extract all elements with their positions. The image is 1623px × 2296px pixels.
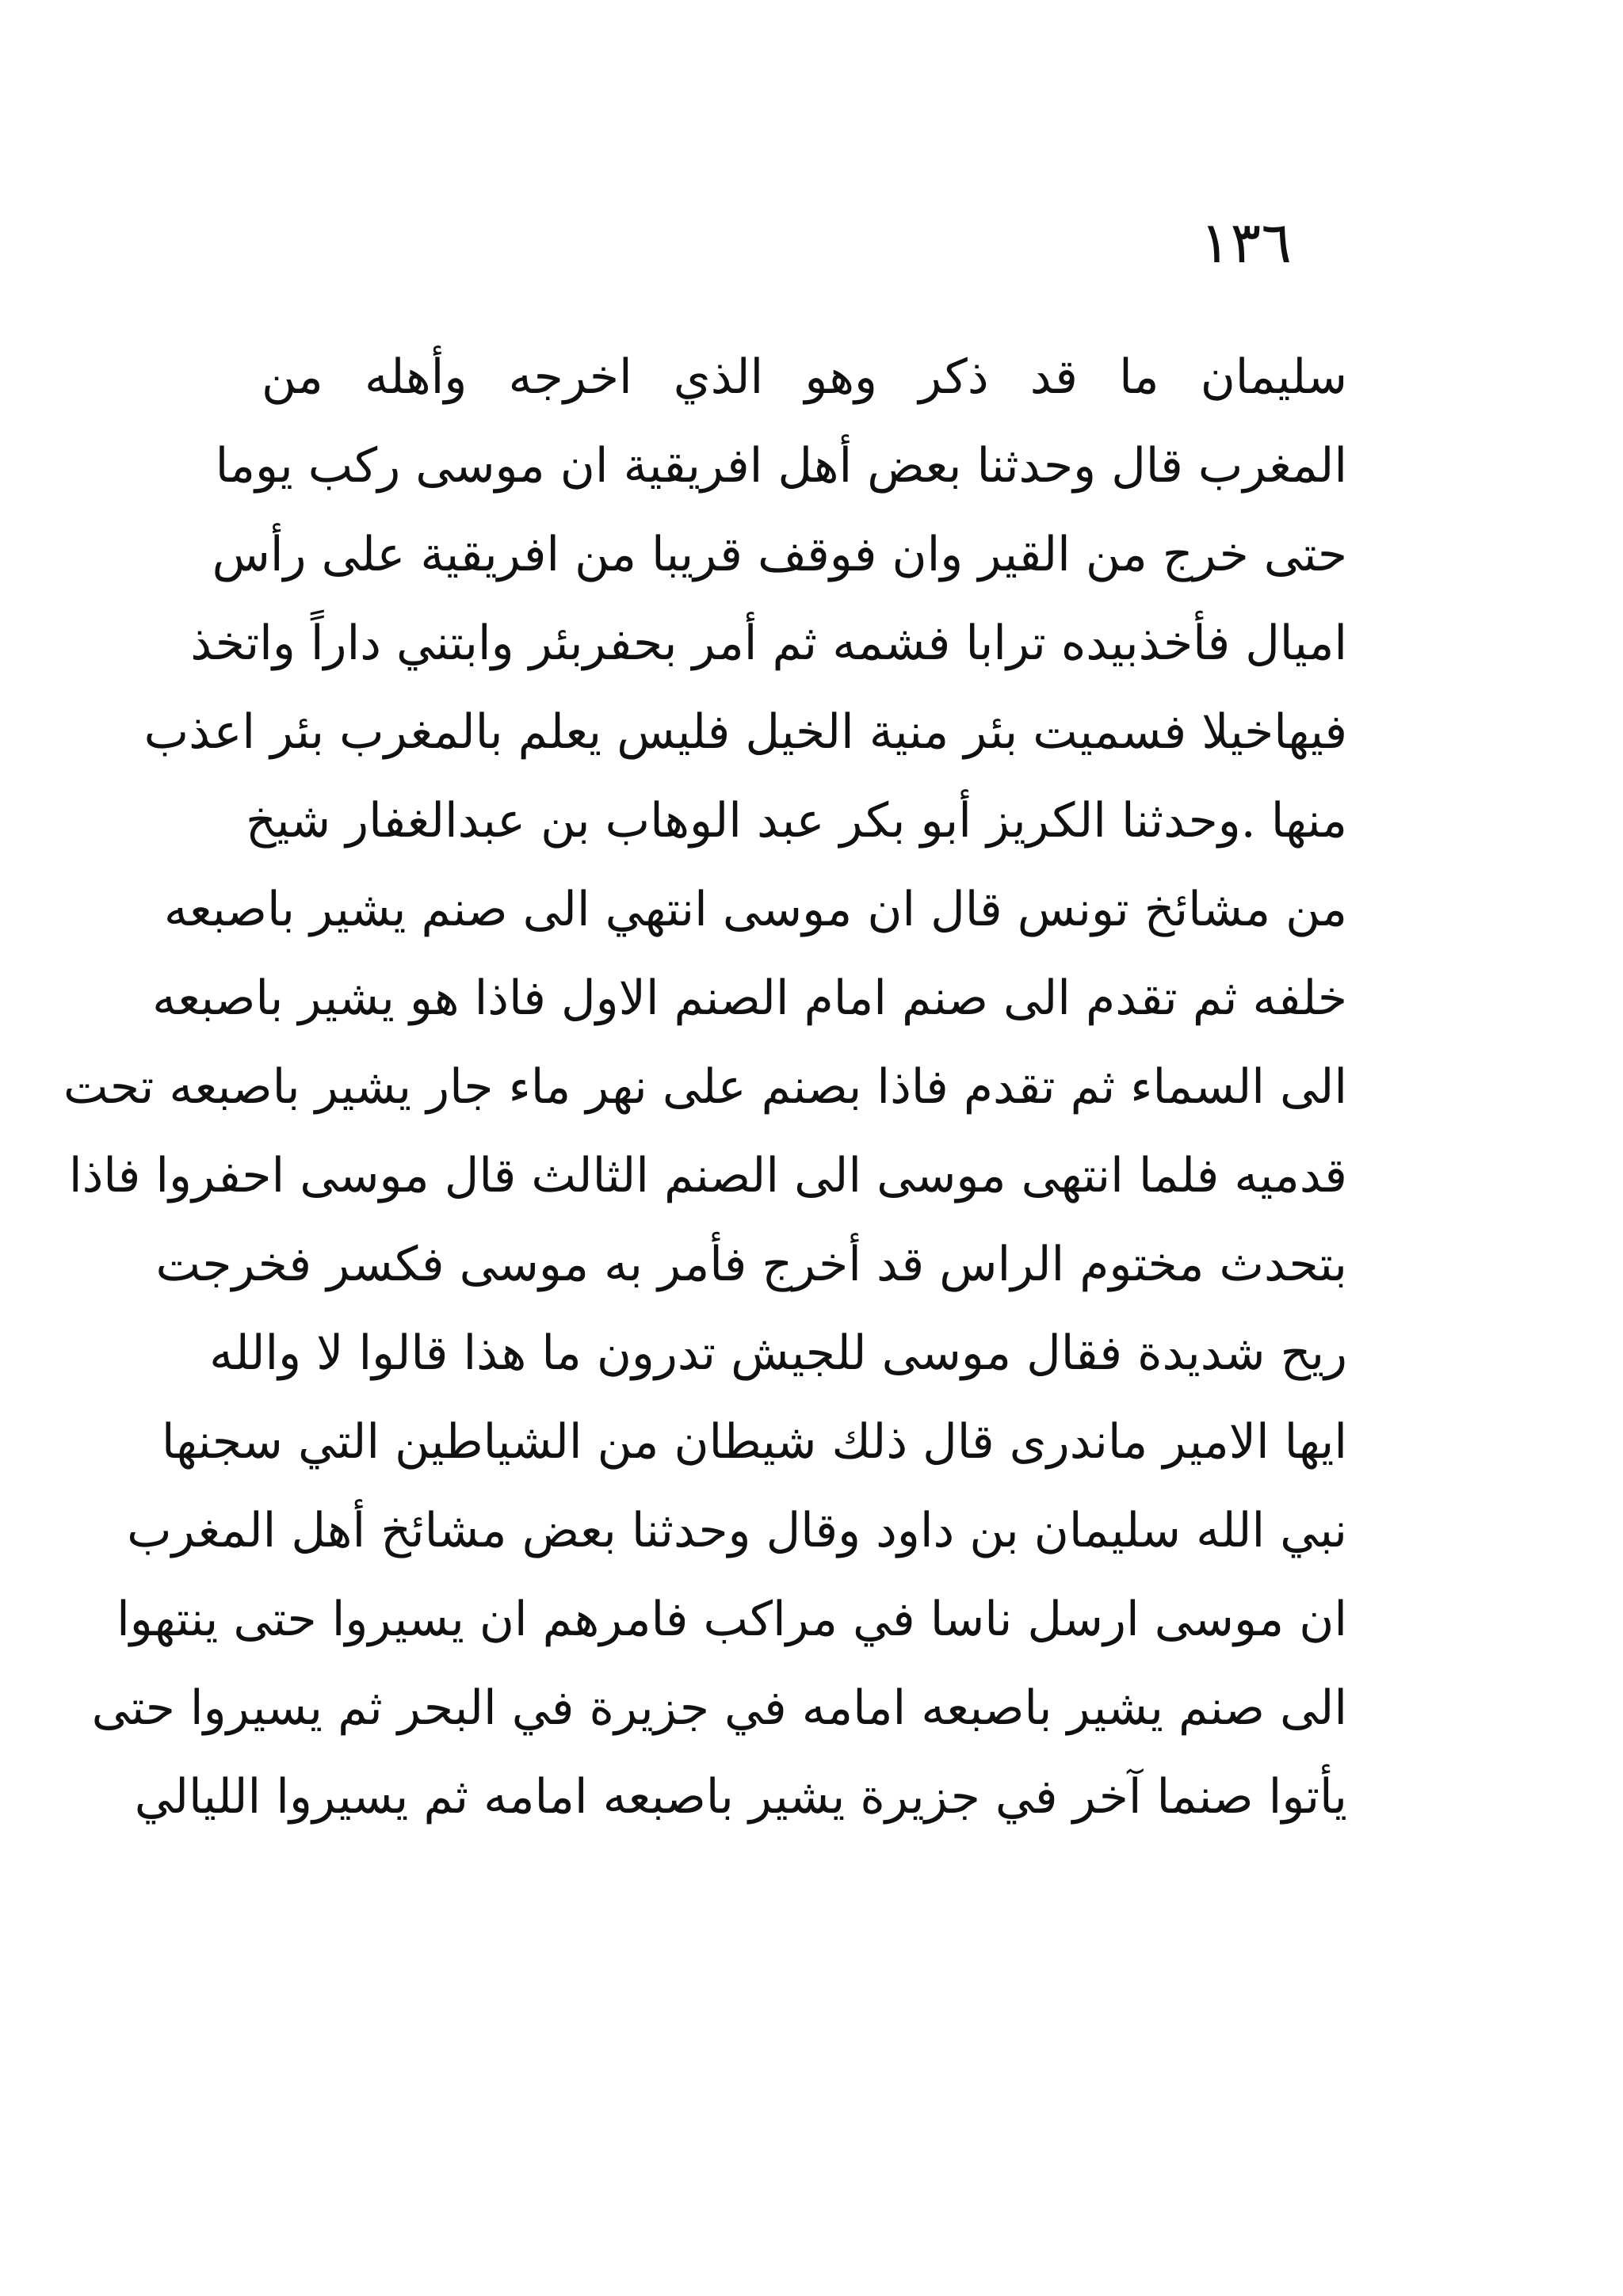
text-line-3: حتى خرج من القير وان فوقف قريبا من افريقية على رأس bbox=[212, 527, 1347, 582]
text-line-7: من مشائخ تونس قال ان موسى انتهي الى صنم يشير باصبعه bbox=[163, 882, 1347, 937]
page-number: ١٣٦ bbox=[1199, 209, 1292, 276]
text-line-16: الى صنم يشير باصبعه امامه في جزيرة في البحر ثم يسيروا حتى bbox=[91, 1680, 1347, 1736]
text-line-5: فيهاخيلا فسميت بئر منية الخيل فليس يعلم بالمغرب بئر اعذب bbox=[143, 704, 1347, 760]
text-line-10: قدميه فلما انتهى موسى الى الصنم الثالث قال موسى احفروا فاذا bbox=[68, 1148, 1347, 1203]
text-line-6: منها .وحدثنا الكريز أبو بكر عبد الوهاب بن عبدالغفار شيخ bbox=[246, 793, 1347, 849]
text-line-2: المغرب قال وحدثنا بعض أهل افريقية ان موسى ركب يوما bbox=[215, 438, 1347, 494]
text-line-4: اميال فأخذبيده ترابا فشمه ثم أمر بحفربئر وابتني داراً واتخذ bbox=[190, 616, 1347, 671]
text-line-13: ايها الامير ماندرى قال ذلك شيطان من الشياطين التي سجنها bbox=[161, 1414, 1347, 1470]
text-line-15: ان موسى ارسل ناسا في مراكب فامرهم ان يسيروا حتى ينتهوا bbox=[116, 1592, 1347, 1647]
text-line-14: نبي الله سليمان بن داود وقال وحدثنا بعض مشائخ أهل المغرب bbox=[127, 1503, 1347, 1558]
text-line-17: يأتوا صنما آخر في جزيرة يشير باصبعه امامه ثم يسيروا الليالي bbox=[134, 1769, 1347, 1825]
body-text bbox=[63, 333, 1347, 1841]
text-line-1: سليمان ما قد ذكر وهو الذي اخرجه وأهله من bbox=[262, 349, 1347, 405]
text-line-8: خلفه ثم تقدم الى صنم امام الصنم الاول فاذا هو يشير باصبعه bbox=[152, 971, 1347, 1026]
text-line-9: الى السماء ثم تقدم فاذا بصنم على نهر ماء جار يشير باصبعه تحت bbox=[63, 1059, 1347, 1115]
text-line-11: بتحدث مختوم الراس قد أخرج فأمر به موسى فكسر فخرجت bbox=[155, 1237, 1347, 1292]
text-line-12: ريح شديدة فقال موسى للجيش تدرون ما هذا قالوا لا والله bbox=[209, 1325, 1347, 1381]
